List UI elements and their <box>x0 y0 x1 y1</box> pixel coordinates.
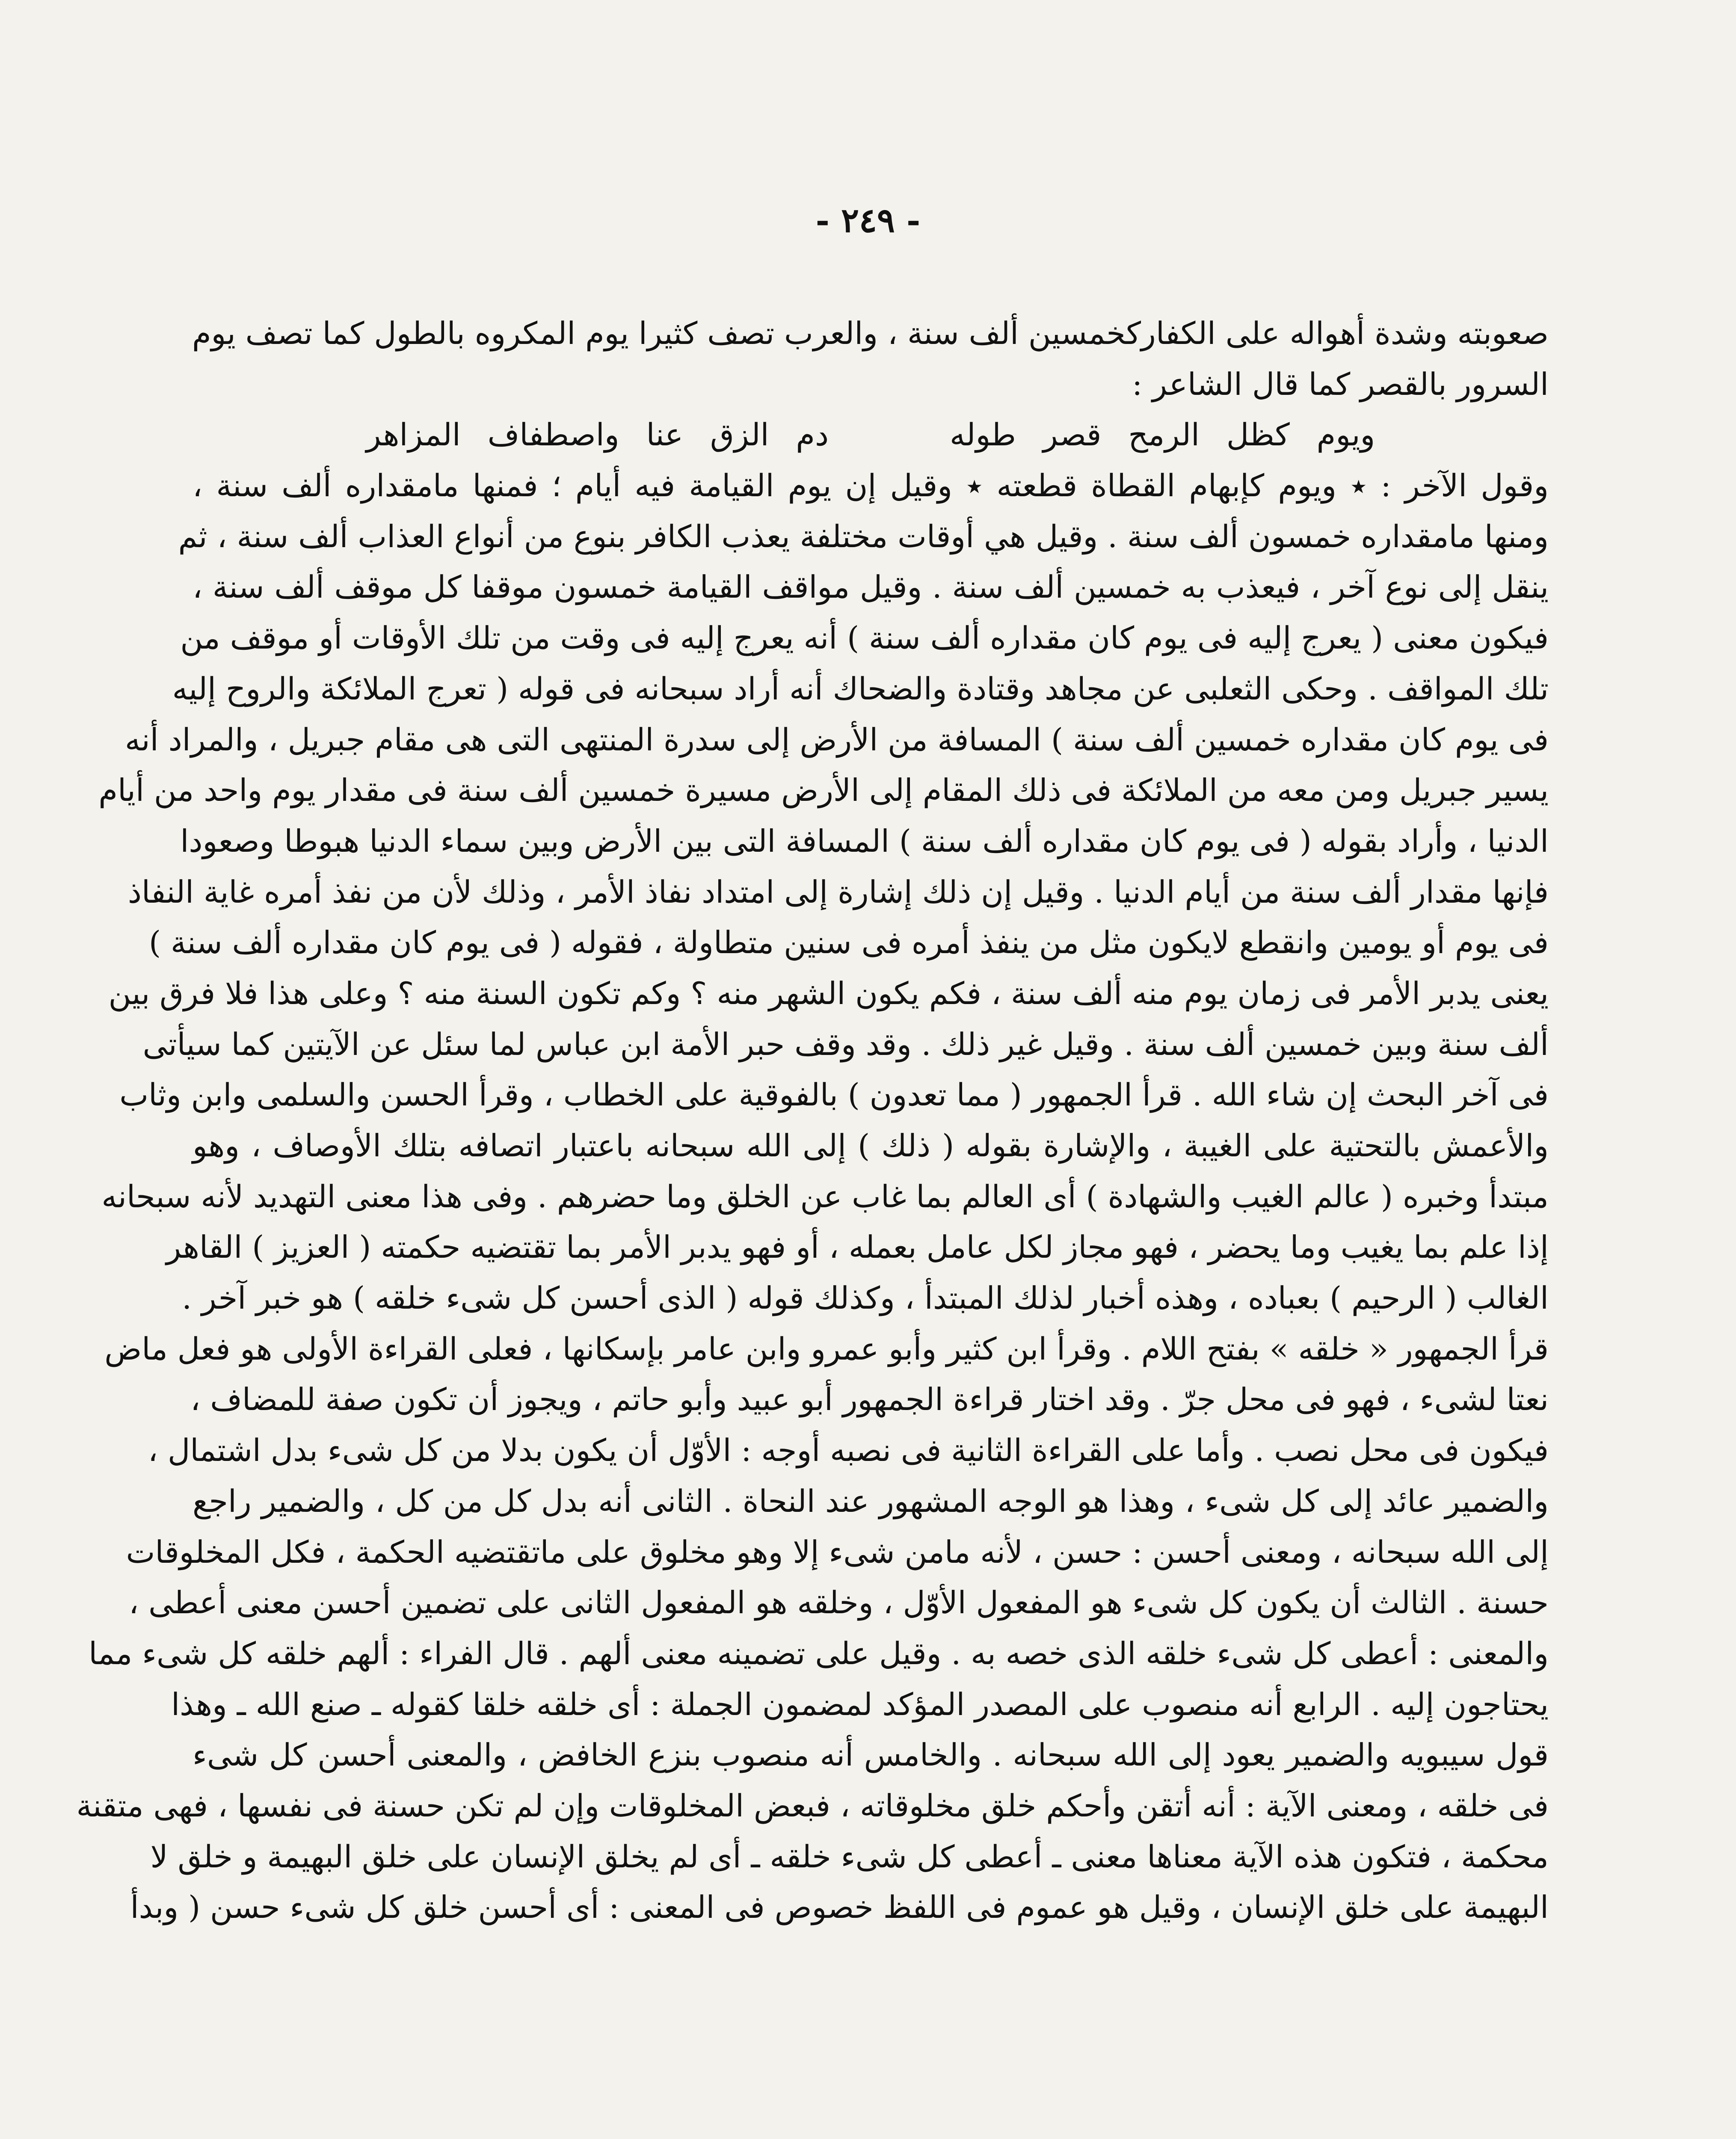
body-text <box>76 308 1549 1933</box>
text-line-14: ألف سنة وبين خمسين ألف سنة . وقيل غير ذلك . وقد وقف حبر الأمة ابن عباس لما سئل عن الآيتين كما سيأتى <box>142 1026 1549 1062</box>
poetry-verse <box>193 409 1549 460</box>
text-line-6: فيكون معنى ( يعرج إليه فى يوم كان مقداره ألف سنة ) أنه يعرج إليه فى وقت من تلك الأوقات أو موقف من <box>180 620 1549 656</box>
text-line-17: مبتدأ وخبره ( عالم الغيب والشهادة ) أى العالم بما غاب عن الخلق وما حضرهم . وفى هذا معنى التهديد لأنه سبحانه <box>101 1178 1549 1215</box>
verse-first-hemistich: ويوم كظل الرمح قصر طوله <box>949 417 1375 453</box>
text-line-30: محكمة ، فتكون هذه الآية معناها معنى ـ أعطى كل شىء خلقه ـ أى لم يخلق الإنسان على خلق البهيمة و خلق لا <box>150 1838 1549 1875</box>
text-line-15: فى آخر البحث إن شاء الله . قرأ الجمهور ( مما تعدون ) بالفوقية على الخطاب ، وقرأ الحسن والسلمى وابن وثاب <box>119 1077 1549 1113</box>
text-line-12: فى يوم أو يومين وانقطع لايكون مثل من ينفذ أمره فى سنين متطاولة ، فقوله ( فى يوم كان مقداره ألف سنة ) <box>149 924 1549 961</box>
text-line-16: والأعمش بالتحتية على الغيبة ، والإشارة بقوله ( ذلك ) إلى الله سبحانه باعتبار اتصافه بتلك الأوصاف ، وهو <box>193 1128 1549 1164</box>
text-line-13: يعنى يدبر الأمر فى زمان يوم منه ألف سنة ، فكم يكون الشهر منه ؟ وكم تكون السنة منه ؟ وعلى هذا فلا فرق بين <box>108 975 1549 1011</box>
text-line-8: فى يوم كان مقداره خمسين ألف سنة ) المسافة من الأرض إلى سدرة المنتهى التى هى مقام جبريل ، والمراد أنه <box>125 721 1549 758</box>
text-line-20: قرأ الجمهور « خلقه » بفتح اللام . وقرأ ابن كثير وأبو عمرو وابن عامر بإسكانها ، فعلى القراءة الأولى هو فعل ماض <box>104 1330 1549 1367</box>
text-line-4: ومنها مامقداره خمسون ألف سنة . وقيل هي أوقات مختلفة يعذب الكافر بنوع من أنواع العذاب ألف سنة ، ثم <box>178 518 1549 554</box>
text-line-27: يحتاجون إليه . الرابع أنه منصوب على المصدر المؤكد لمضمون الجملة : أى خلقه خلقا كقوله ـ صنع الله ـ وهذا <box>171 1686 1549 1722</box>
text-line-2: السرور بالقصر كما قال الشاعر : <box>1132 366 1549 402</box>
text-line-3: وقول الآخر : ٭ ويوم كإبهام القطاة قطعته ٭ وقيل إن يوم القيامة فيه أيام ؛ فمنها مامقداره ألف سنة ، <box>193 468 1549 504</box>
text-line-23: والضمير عائد إلى كل شىء ، وهذا هو الوجه المشهور عند النحاة . الثانى أنه بدل كل من كل ، والضمير راجع <box>193 1483 1549 1519</box>
text-line-19: الغالب ( الرحيم ) بعباده ، وهذه أخبار لذلك المبتدأ ، وكذلك قوله ( الذى أحسن كل شىء خلقه ) هو خبر آخر . <box>182 1280 1549 1316</box>
text-line-29: فى خلقه ، ومعنى الآية : أنه أتقن وأحكم خلق مخلوقاته ، فبعض المخلوقات وإن لم تكن حسنة فى نفسها ، فهى متقنة <box>76 1787 1549 1824</box>
text-line-1: صعوبته وشدة أهواله على الكفاركخمسين ألف سنة ، والعرب تصف كثيرا يوم المكروه بالطول كما تصف يوم <box>192 315 1549 351</box>
text-line-22: فيكون فى محل نصب . وأما على القراءة الثانية فى نصبه أوجه : الأوّل أن يكون بدلا من كل شىء بدل اشتمال ، <box>148 1432 1549 1469</box>
text-line-9: يسير جبريل ومن معه من الملائكة فى ذلك المقام إلى الأرض مسيرة خمسين ألف سنة فى مقدار يوم واحد من أيام <box>98 772 1549 809</box>
text-line-25: حسنة . الثالث أن يكون كل شىء هو المفعول الأوّل ، وخلقه هو المفعول الثانى على تضمين أحسن معنى أعطى ، <box>129 1585 1549 1621</box>
text-line-5: ينقل إلى نوع آخر ، فيعذب به خمسين ألف سنة . وقيل مواقف القيامة خمسون موقفا كل موقف ألف سنة ، <box>193 569 1549 605</box>
text-line-10: الدنيا ، وأراد بقوله ( فى يوم كان مقداره ألف سنة ) المسافة التى بين الأرض وبين سماء الدنيا هبوطا وصعودا <box>180 823 1549 859</box>
text-line-7: تلك المواقف . وحكى الثعلبى عن مجاهد وقتادة والضحاك أنه أراد سبحانه فى قوله ( تعرج الملائكة والروح إليه <box>172 670 1549 707</box>
text-line-31: البهيمة على خلق الإنسان ، وقيل هو عموم فى اللفظ خصوص فى المعنى : أى أحسن خلق كل شىء حسن ( وبدأ <box>130 1889 1549 1926</box>
verse-second-hemistich: دم الزق عنا واصطفاف المزاهر <box>366 417 829 453</box>
page-number: - ٢٤٩ - <box>815 201 921 240</box>
text-line-24: إلى الله سبحانه ، ومعنى أحسن : حسن ، لأنه مامن شىء إلا وهو مخلوق على ماتقتضيه الحكمة ، فكل المخلوقات <box>126 1534 1549 1570</box>
text-line-28: قول سيبويه والضمير يعود إلى الله سبحانه . والخامس أنه منصوب بنزع الخافض ، والمعنى أحسن كل شىء <box>193 1737 1549 1773</box>
text-line-21: نعتا لشىء ، فهو فى محل جرّ . وقد اختار قراءة الجمهور أبو عبيد وأبو حاتم ، ويجوز أن تكون صفة للمضاف ، <box>190 1381 1549 1418</box>
text-line-26: والمعنى : أعطى كل شىء خلقه الذى خصه به . وقيل على تضمينه معنى ألهم . قال الفراء : ألهم خلقه كل شىء مما <box>89 1635 1549 1671</box>
text-line-18: إذا علم بما يغيب وما يحضر ، فهو مجاز لكل عامل بعمله ، أو فهو يدبر الأمر بما تقتضيه حكمته ( العزيز ) القاهر <box>166 1229 1549 1265</box>
text-line-11: فإنها مقدار ألف سنة من أيام الدنيا . وقيل إن ذلك إشارة إلى امتداد نفاذ الأمر ، وذلك لأن من نفذ أمره غاية النفاذ <box>127 874 1549 910</box>
